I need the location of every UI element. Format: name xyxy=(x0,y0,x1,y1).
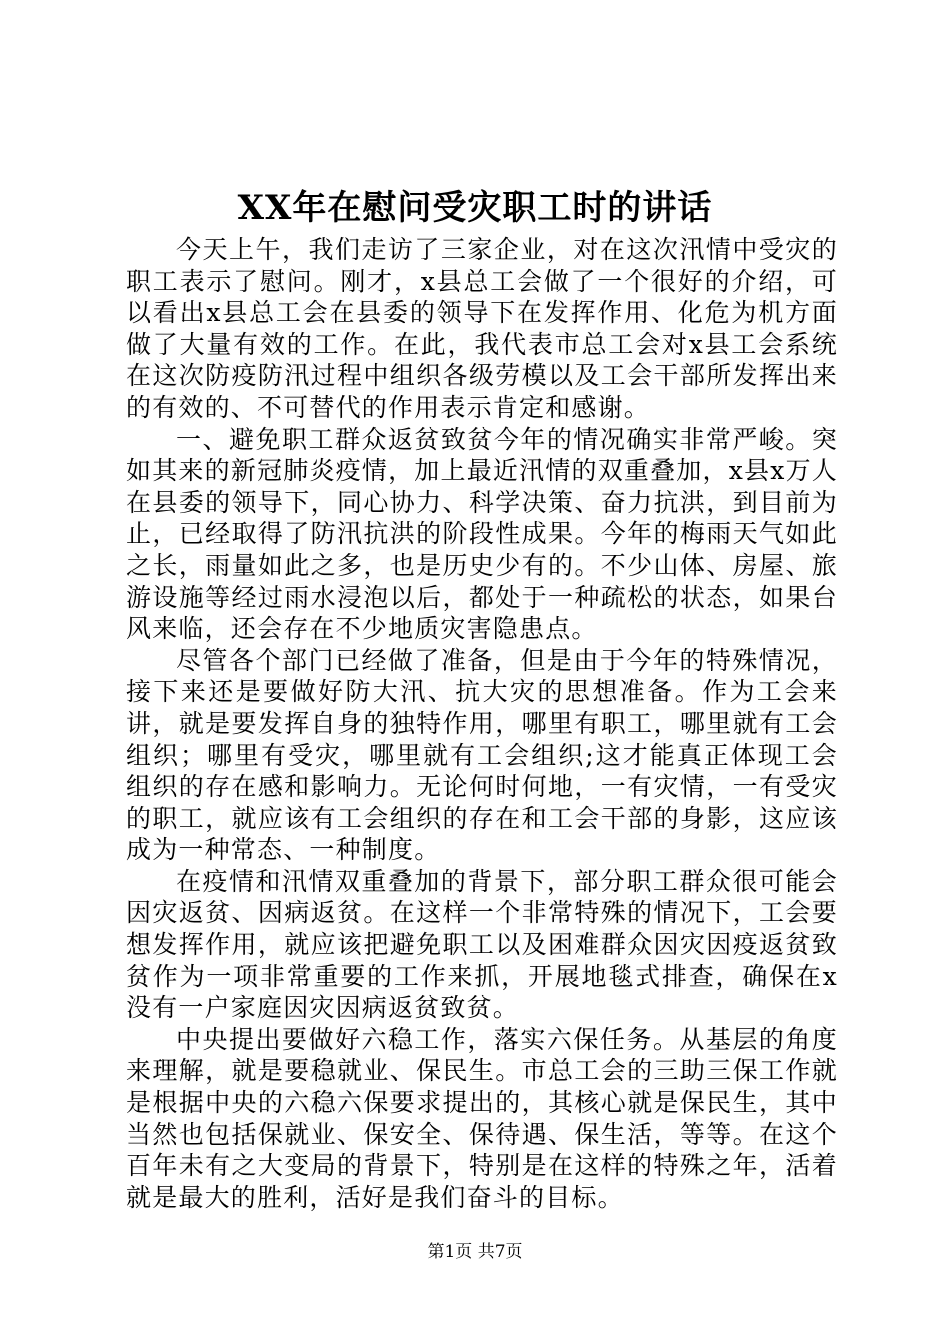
paragraph-1: 今天上午，我们走访了三家企业，对在这次汛情中受灾的职工表示了慰问。刚才，x县总工会做了一个很好的介绍，可以看出x县总工会在县委的领导下在发挥作用、化危为机方面做了大量有效的工作。在此，我代表市总工会对x县工会系统在这次防疫防汛过程中组织各级劳模以及工会干部所发挥出来的有效的、不可替代的作用表示肯定和感谢。 xyxy=(126,235,838,422)
document-title: XX年在慰问受灾职工时的讲话 xyxy=(237,188,713,228)
paragraph-2: 一、避免职工群众返贫致贫今年的情况确实非常严峻。突如其来的新冠肺炎疫情，加上最近汛情的双重叠加，x县x万人在县委的领导下，同心协力、科学决策、奋力抗洪，到目前为止，已经取得了防汛抗洪的阶段性成果。今年的梅雨天气如此之长，雨量如此之多，也是历史少有的。不少山体、房屋、旅游设施等经过雨水浸泡以后，都处于一种疏松的状态，如果台风来临，还会存在不少地质灾害隐患点。 xyxy=(126,424,838,644)
paragraph-3: 尽管各个部门已经做了准备，但是由于今年的特殊情况，接下来还是要做好防大汛、抗大灾的思想准备。作为工会来讲，就是要发挥自身的独特作用，哪里有职工，哪里就有工会组织；哪里有受灾，哪里就有工会组织;这才能真正体现工会组织的存在感和影响力。无论何时何地，一有灾情，一有受灾的职工，就应该有工会组织的存在和工会干部的身影，这应该成为一种常态、一种制度。 xyxy=(126,645,838,865)
document-body xyxy=(126,234,838,1213)
page-footer: 第1页 共7页 xyxy=(427,1242,523,1262)
paragraph-4: 在疫情和汛情双重叠加的背景下，部分职工群众很可能会因灾返贫、因病返贫。在这样一个非常特殊的情况下，工会要想发挥作用，就应该把避免职工以及困难群众因灾因疫返贫致贫作为一项非常重要的工作来抓，开展地毯式排查，确保在x没有一户家庭因灾因病返贫致贫。 xyxy=(126,866,838,1023)
paragraph-5: 中央提出要做好六稳工作，落实六保任务。从基层的角度来理解，就是要稳就业、保民生。市总工会的三助三保工作就是根据中央的六稳六保要求提出的，其核心就是保民生，其中当然也包括保就业、保安全、保待遇、保生活，等等。在这个百年未有之大变局的背景下，特别是在这样的特殊之年，活着就是最大的胜利，活好是我们奋斗的目标。 xyxy=(126,1024,838,1212)
